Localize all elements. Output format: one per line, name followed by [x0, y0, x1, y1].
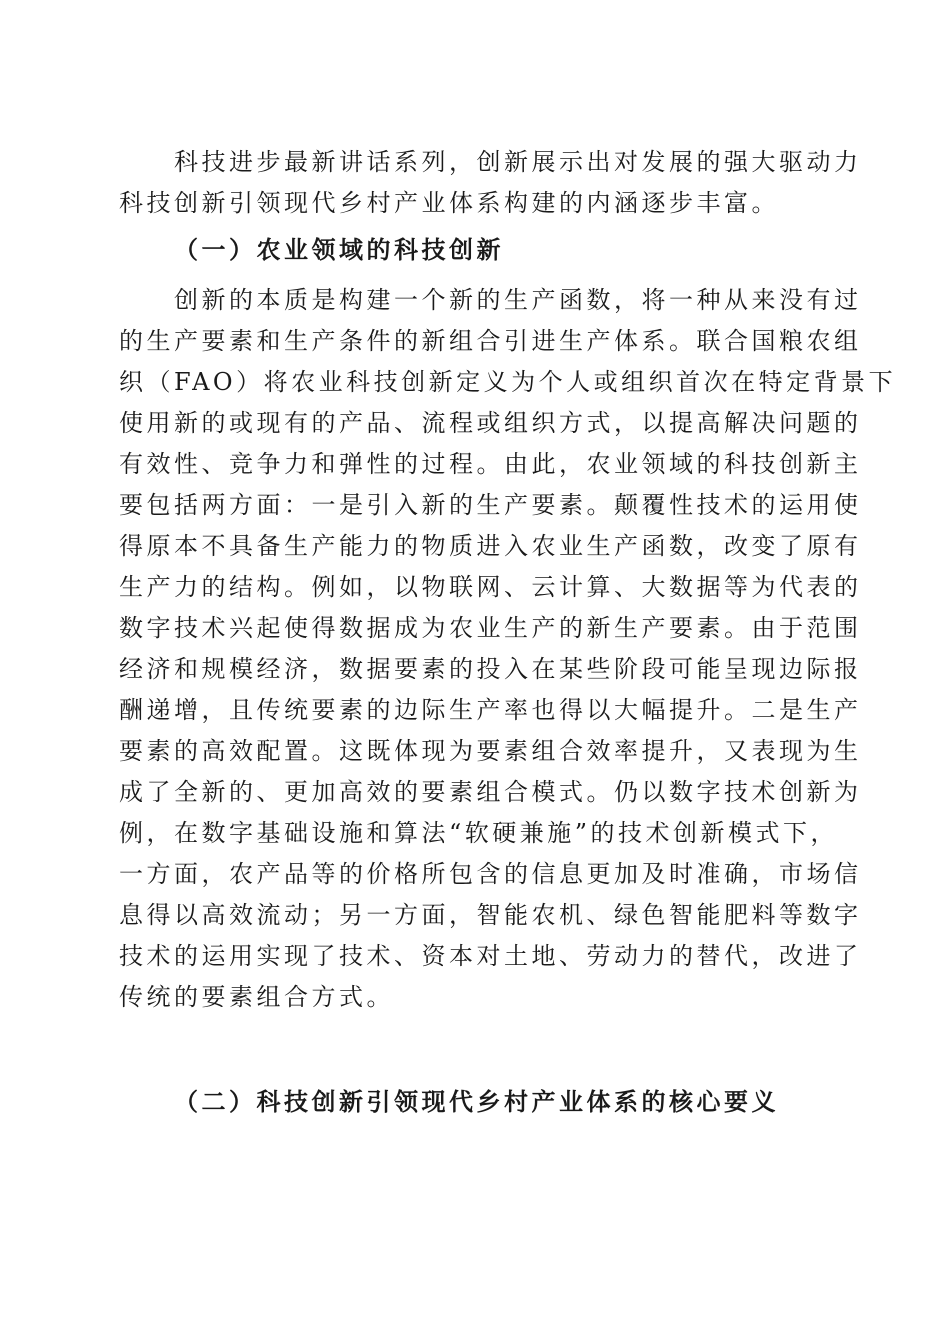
section-heading-2 [119, 1081, 823, 1122]
text-line: 技术的运用实现了技术、资本对土地、劳动力的替代，改进了 [119, 942, 862, 970]
text-line: 织（FAO）将农业科技创新定义为个人或组织首次在特定背景下 [119, 368, 897, 396]
text-line: 生产力的结构。例如，以物联网、云计算、大数据等为代表的 [119, 573, 862, 601]
text-line: 的生产要素和生产条件的新组合引进生产体系。联合国粮农组 [119, 327, 862, 355]
text-line: 息得以高效流动；另一方面，智能农机、绿色智能肥料等数字 [119, 901, 862, 929]
text-line: 经济和规模经济，数据要素的投入在某些阶段可能呈现边际报 [119, 655, 862, 683]
text-line: 要包括两方面：一是引入新的生产要素。颠覆性技术的运用使 [119, 491, 862, 519]
heading-text: （一）农业领域的科技创新 [174, 235, 504, 264]
text-line: 要素的高效配置。这既体现为要素组合效率提升，又表现为生 [119, 737, 862, 765]
text-line: 一方面，农产品等的价格所包含的信息更加及时准确，市场信 [119, 860, 862, 888]
text-line: 例，在数字基础设施和算法“软硬兼施”的技术创新模式下， [119, 819, 839, 847]
section-heading-1 [119, 229, 823, 270]
text-line: 创新的本质是构建一个新的生产函数，将一种从来没有过 [174, 286, 862, 314]
text-line: 传统的要素组合方式。 [119, 983, 394, 1011]
text-line: 酬递增，且传统要素的边际生产率也得以大幅提升。二是生产 [119, 696, 862, 724]
text-line: 科技创新引领现代乡村产业体系构建的内涵逐步丰富。 [119, 189, 779, 217]
text-line: 数字技术兴起使得数据成为农业生产的新生产要素。由于范围 [119, 614, 862, 642]
text-line: 使用新的或现有的产品、流程或组织方式，以提高解决问题的 [119, 409, 862, 437]
intro-paragraph [119, 142, 862, 224]
text-line: 成了全新的、更加高效的要素组合模式。仍以数字技术创新为 [119, 778, 862, 806]
text-line: 科技进步最新讲话系列，创新展示出对发展的强大驱动力 [174, 148, 862, 176]
text-line: 有效性、竞争力和弹性的过程。由此，农业领域的科技创新主 [119, 450, 862, 478]
heading-text: （二）科技创新引领现代乡村产业体系的核心要义 [174, 1087, 779, 1116]
body-paragraph [119, 280, 897, 1018]
text-line: 得原本不具备生产能力的物质进入农业生产函数，改变了原有 [119, 532, 862, 560]
